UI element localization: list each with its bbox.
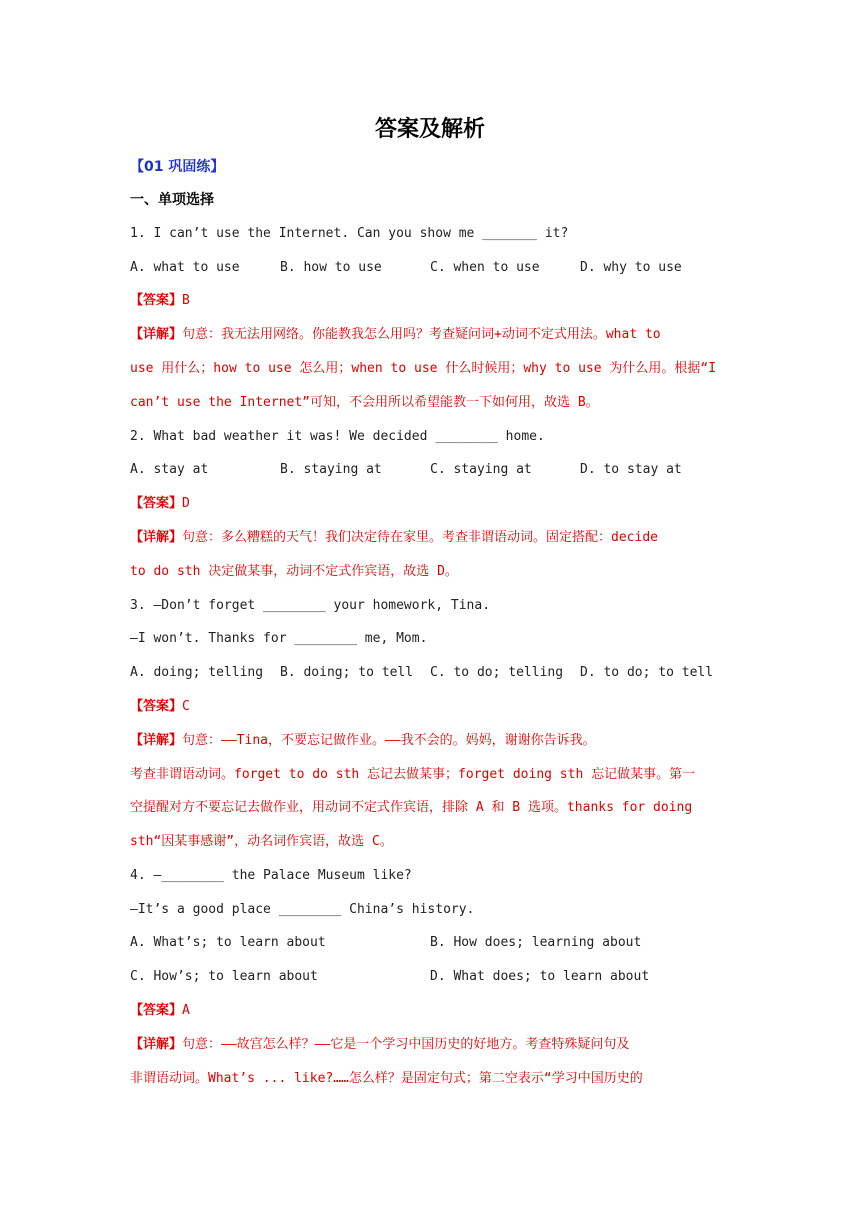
- explain-line: [130, 528, 730, 548]
- question-options: [130, 258, 730, 278]
- question-stem: 2. What bad weather it was! We decided ________ home.: [130, 429, 545, 444]
- explain-tag: 【详解】: [130, 1037, 183, 1052]
- option: C. How’s; to learn about: [130, 969, 318, 984]
- option: A. What’s; to learn about: [130, 935, 326, 950]
- option: D. to do; to tell: [580, 665, 714, 680]
- option: D. why to use: [580, 260, 682, 275]
- answer-line: [130, 494, 730, 514]
- explain-text: 空提醒对方不要忘记去做作业，用动词不定式作宾语，排除 A 和 B 选项。thanks for doing: [130, 800, 693, 815]
- explain-text: to do sth 决定做某事，动词不定式作宾语，故选 D。: [130, 564, 458, 579]
- option: A. stay at: [130, 462, 209, 477]
- answer-value: B: [182, 293, 190, 308]
- answer-tag: 【答案】: [130, 496, 183, 511]
- question-options: [130, 460, 730, 480]
- question-stem: —I won’t. Thanks for ________ me, Mom.: [130, 631, 428, 646]
- option: B. How does; learning about: [430, 935, 642, 950]
- question-stem: 1. I can’t use the Internet. Can you show me _______ it?: [130, 226, 569, 241]
- explain-tag: 【详解】: [130, 733, 183, 748]
- answer-value: C: [182, 699, 190, 714]
- option: A. what to use: [130, 260, 240, 275]
- question-type-heading: 一、单项选择: [130, 192, 214, 208]
- explain-text: 句意：——Tina，不要忘记做作业。——我不会的。妈妈，谢谢你告诉我。: [182, 733, 596, 748]
- option: C. to do; telling: [430, 665, 564, 680]
- answer-tag: 【答案】: [130, 293, 183, 308]
- answer-line: [130, 291, 730, 311]
- explain-line: [130, 325, 730, 345]
- explain-text: 句意：多么糟糕的天气！我们决定待在家里。考查非谓语动词。固定搭配：decide: [182, 530, 658, 545]
- answer-line: [130, 697, 730, 717]
- explain-text: 句意：我无法用网络。你能教我怎么用吗？考查疑问词+动词不定式用法。what to: [182, 327, 661, 342]
- question-stem: —It’s a good place ________ China’s history.: [130, 902, 475, 917]
- answer-tag: 【答案】: [130, 699, 183, 714]
- explain-tag: 【详解】: [130, 530, 183, 545]
- explain-tag: 【详解】: [130, 327, 183, 342]
- answer-line: [130, 1001, 730, 1021]
- question-stem: 4. —________ the Palace Museum like?: [130, 868, 412, 883]
- explain-line: [130, 731, 730, 751]
- option: B. how to use: [280, 260, 382, 275]
- option: D. to stay at: [580, 462, 682, 477]
- answer-value: A: [182, 1003, 190, 1018]
- question-options: [130, 933, 730, 953]
- option: A. doing; telling: [130, 665, 264, 680]
- explain-text: sth“因某事感谢”，动名词作宾语，故选 C。: [130, 834, 393, 849]
- explain-text: 考查非谓语动词。forget to do sth 忘记去做某事；forget doing sth 忘记做某事。第一: [130, 767, 696, 782]
- option: B. staying at: [280, 462, 382, 477]
- explain-line: [130, 1035, 730, 1055]
- option: C. when to use: [430, 260, 540, 275]
- explain-text: use 用什么；how to use 怎么用；when to use 什么时候用；why to use 为什么用。根据“I: [130, 361, 717, 376]
- answer-tag: 【答案】: [130, 1003, 183, 1018]
- question-options: [130, 967, 730, 987]
- option: B. doing; to tell: [280, 665, 414, 680]
- explain-text: can’t use the Internet”可知，不会用所以希望能教一下如何用，故选 B。: [130, 395, 599, 410]
- question-options: [130, 663, 730, 683]
- option: D. What does; to learn about: [430, 969, 650, 984]
- explain-text: 非谓语动词。What’s ... like?……怎么样？是固定句式；第二空表示“学习中国历史的: [130, 1071, 643, 1086]
- question-stem: 3. —Don’t forget ________ your homework, Tina.: [130, 598, 491, 613]
- section-heading: 【01 巩固练】: [130, 159, 225, 175]
- page-title: 答案及解析: [374, 117, 485, 142]
- explain-text: 句意：——故宫怎么样？——它是一个学习中国历史的好地方。考查特殊疑问句及: [182, 1037, 630, 1052]
- option: C. staying at: [430, 462, 532, 477]
- answer-value: D: [182, 496, 190, 511]
